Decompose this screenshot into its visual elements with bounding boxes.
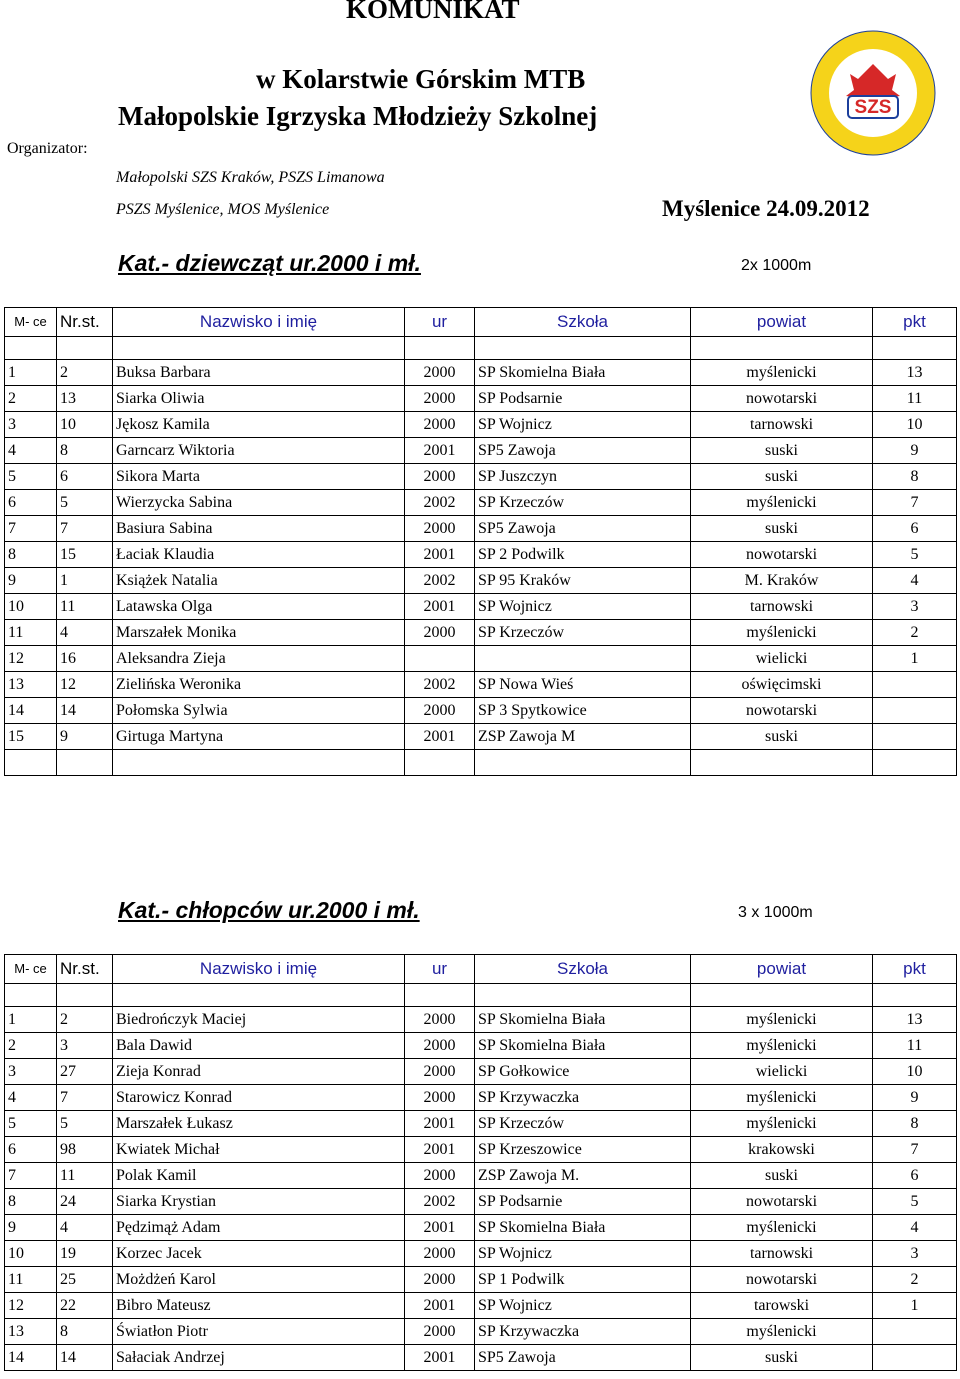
school-cell: SP Krzywaczka (475, 1319, 691, 1345)
place-cell: 1 (5, 360, 57, 386)
empty-cell (57, 984, 113, 1007)
empty-cell (113, 337, 405, 360)
birth-year-cell: 2002 (405, 1189, 475, 1215)
name-cell: Bala Dawid (113, 1033, 405, 1059)
county-cell: nowotarski (691, 542, 873, 568)
place-date: Myślenice 24.09.2012 (662, 196, 870, 221)
school-cell: SP Krzeczów (475, 490, 691, 516)
birth-year-cell: 2002 (405, 490, 475, 516)
svg-text:SZS: SZS (854, 97, 892, 118)
points-cell: 4 (873, 568, 957, 594)
boys-category-title: Kat.- chłopców ur.2000 i mł. (118, 897, 420, 923)
name-cell: Kwiatek Michał (113, 1137, 405, 1163)
points-cell: 13 (873, 1007, 957, 1033)
empty-cell (57, 750, 113, 776)
school-cell: SP Wojnicz (475, 412, 691, 438)
birth-year-cell: 2000 (405, 1319, 475, 1345)
points-cell: 5 (873, 542, 957, 568)
points-cell: 7 (873, 490, 957, 516)
empty-cell (691, 984, 873, 1007)
name-cell: Starowicz Konrad (113, 1085, 405, 1111)
start-number-cell: 1 (57, 568, 113, 594)
school-cell: SP Krzeszowice (475, 1137, 691, 1163)
points-cell: 10 (873, 412, 957, 438)
start-number-cell: 11 (57, 1163, 113, 1189)
place-cell: 13 (5, 1319, 57, 1345)
points-cell: 11 (873, 1033, 957, 1059)
table-row (5, 360, 957, 386)
points-cell (873, 672, 957, 698)
empty-row (5, 750, 957, 776)
place-cell: 9 (5, 568, 57, 594)
column-header-school: Szkoła (475, 955, 691, 984)
county-cell: nowotarski (691, 386, 873, 412)
name-cell: Jękosz Kamila (113, 412, 405, 438)
table-row (5, 438, 957, 464)
column-header-place: M- ce (5, 955, 57, 984)
school-cell: SP Skomielna Biała (475, 1215, 691, 1241)
school-cell: SP Podsarnie (475, 1189, 691, 1215)
county-cell: tarowski (691, 1293, 873, 1319)
place-cell: 3 (5, 412, 57, 438)
place-cell: 11 (5, 1267, 57, 1293)
column-header-place: M- ce (5, 308, 57, 337)
county-cell: myślenicki (691, 1007, 873, 1033)
name-cell: Biedrończyk Maciej (113, 1007, 405, 1033)
name-cell: Sałaciak Andrzej (113, 1345, 405, 1371)
county-cell: myślenicki (691, 1215, 873, 1241)
points-cell: 8 (873, 464, 957, 490)
start-number-cell: 13 (57, 386, 113, 412)
start-number-cell: 5 (57, 1111, 113, 1137)
school-cell: SP Skomielna Biała (475, 1033, 691, 1059)
points-cell (873, 698, 957, 724)
start-number-cell: 14 (57, 698, 113, 724)
empty-cell (475, 984, 691, 1007)
birth-year-cell (405, 646, 475, 672)
points-cell: 5 (873, 1189, 957, 1215)
table-row (5, 1215, 957, 1241)
county-cell: tarnowski (691, 594, 873, 620)
table-row (5, 490, 957, 516)
place-cell: 4 (5, 438, 57, 464)
empty-cell (405, 750, 475, 776)
start-number-cell: 3 (57, 1033, 113, 1059)
organizer-line-1: Małopolski SZS Kraków, PSZS Limanowa (116, 169, 385, 186)
boys-results-table (4, 954, 957, 1371)
name-cell: Zieja Konrad (113, 1059, 405, 1085)
name-cell: Girtuga Martyna (113, 724, 405, 750)
county-cell: nowotarski (691, 1189, 873, 1215)
school-cell: SP Krzeczów (475, 1111, 691, 1137)
name-cell: Światłon Piotr (113, 1319, 405, 1345)
girls-distance: 2x 1000m (741, 257, 812, 274)
points-cell: 11 (873, 386, 957, 412)
start-number-cell: 4 (57, 620, 113, 646)
points-cell: 2 (873, 1267, 957, 1293)
county-cell: suski (691, 724, 873, 750)
start-number-cell: 4 (57, 1215, 113, 1241)
start-number-cell: 7 (57, 516, 113, 542)
county-cell: krakowski (691, 1137, 873, 1163)
county-cell: wielicki (691, 1059, 873, 1085)
county-cell: oświęcimski (691, 672, 873, 698)
birth-year-cell: 2000 (405, 1033, 475, 1059)
place-cell: 5 (5, 464, 57, 490)
county-cell: myślenicki (691, 1319, 873, 1345)
school-cell: SP5 Zawoja (475, 438, 691, 464)
county-cell: myślenicki (691, 1033, 873, 1059)
points-cell (873, 1345, 957, 1371)
birth-year-cell: 2000 (405, 464, 475, 490)
county-cell: nowotarski (691, 698, 873, 724)
empty-cell (691, 337, 873, 360)
name-cell: Marszałek Łukasz (113, 1111, 405, 1137)
school-cell: SP Podsarnie (475, 386, 691, 412)
county-cell: myślenicki (691, 360, 873, 386)
points-cell: 3 (873, 594, 957, 620)
points-cell: 3 (873, 1241, 957, 1267)
name-cell: Aleksandra Zieja (113, 646, 405, 672)
table-row (5, 1189, 957, 1215)
points-cell (873, 724, 957, 750)
table-row (5, 412, 957, 438)
start-number-cell: 24 (57, 1189, 113, 1215)
place-cell: 5 (5, 1111, 57, 1137)
table-row (5, 1059, 957, 1085)
birth-year-cell: 2000 (405, 1241, 475, 1267)
place-cell: 6 (5, 490, 57, 516)
name-cell: Buksa Barbara (113, 360, 405, 386)
name-cell: Łaciak Klaudia (113, 542, 405, 568)
empty-cell (5, 337, 57, 360)
name-cell: Książek Natalia (113, 568, 405, 594)
birth-year-cell: 2001 (405, 1215, 475, 1241)
birth-year-cell: 2001 (405, 1293, 475, 1319)
county-cell: tarnowski (691, 412, 873, 438)
table-row (5, 1033, 957, 1059)
start-number-cell: 2 (57, 1007, 113, 1033)
table-row (5, 672, 957, 698)
points-cell: 13 (873, 360, 957, 386)
name-cell: Latawska Olga (113, 594, 405, 620)
girls-category-title: Kat.- dziewcząt ur.2000 i mł. (118, 250, 421, 276)
birth-year-cell: 2000 (405, 698, 475, 724)
name-cell: Pędzimąż Adam (113, 1215, 405, 1241)
start-number-cell: 22 (57, 1293, 113, 1319)
empty-cell (873, 337, 957, 360)
empty-cell (405, 984, 475, 1007)
school-cell (475, 646, 691, 672)
table-row (5, 1345, 957, 1371)
name-cell: Bibro Mateusz (113, 1293, 405, 1319)
page-title: KOMUNIKAT (346, 0, 520, 24)
event-subtitle: w Kolarstwie Górskim MTB (256, 64, 586, 94)
place-cell: 14 (5, 698, 57, 724)
szs-logo-icon (808, 24, 938, 162)
birth-year-cell: 2000 (405, 1085, 475, 1111)
county-cell: suski (691, 1345, 873, 1371)
start-number-cell: 8 (57, 438, 113, 464)
empty-cell (5, 750, 57, 776)
girls-results-table (4, 307, 957, 776)
start-number-cell: 6 (57, 464, 113, 490)
school-cell: SP 2 Podwilk (475, 542, 691, 568)
girls-header-row (5, 308, 957, 337)
table-row (5, 1137, 957, 1163)
column-header-county: powiat (691, 955, 873, 984)
name-cell: Korzec Jacek (113, 1241, 405, 1267)
table-row (5, 1241, 957, 1267)
table-row (5, 1163, 957, 1189)
column-header-county: powiat (691, 308, 873, 337)
start-number-cell: 7 (57, 1085, 113, 1111)
school-cell: ZSP Zawoja M (475, 724, 691, 750)
birth-year-cell: 2000 (405, 516, 475, 542)
place-cell: 1 (5, 1007, 57, 1033)
table-row (5, 646, 957, 672)
start-number-cell: 8 (57, 1319, 113, 1345)
spacer-row (5, 337, 957, 360)
name-cell: Marszałek Monika (113, 620, 405, 646)
start-number-cell: 98 (57, 1137, 113, 1163)
birth-year-cell: 2001 (405, 438, 475, 464)
birth-year-cell: 2001 (405, 594, 475, 620)
empty-cell (405, 337, 475, 360)
place-cell: 9 (5, 1215, 57, 1241)
school-cell: SP Krzywaczka (475, 1085, 691, 1111)
school-cell: SP Nowa Wieś (475, 672, 691, 698)
place-cell: 10 (5, 594, 57, 620)
birth-year-cell: 2001 (405, 542, 475, 568)
school-cell: ZSP Zawoja M. (475, 1163, 691, 1189)
empty-cell (113, 984, 405, 1007)
county-cell: nowotarski (691, 1267, 873, 1293)
school-cell: SP Gołkowice (475, 1059, 691, 1085)
name-cell: Połomska Sylwia (113, 698, 405, 724)
place-cell: 12 (5, 646, 57, 672)
school-cell: SP Wojnicz (475, 1241, 691, 1267)
table-row (5, 1007, 957, 1033)
points-cell: 7 (873, 1137, 957, 1163)
start-number-cell: 2 (57, 360, 113, 386)
name-cell: Zielińska Weronika (113, 672, 405, 698)
points-cell: 6 (873, 1163, 957, 1189)
table-row (5, 620, 957, 646)
boys-distance: 3 x 1000m (738, 904, 813, 921)
birth-year-cell: 2001 (405, 724, 475, 750)
column-header-points: pkt (873, 308, 957, 337)
table-row (5, 1319, 957, 1345)
empty-cell (691, 750, 873, 776)
name-cell: Sikora Marta (113, 464, 405, 490)
table-row (5, 386, 957, 412)
organizer-line-2: PSZS Myślenice, MOS Myślenice (116, 201, 330, 218)
name-cell: Możdżeń Karol (113, 1267, 405, 1293)
column-header-start-number: Nr.st. (57, 955, 113, 984)
place-cell: 8 (5, 1189, 57, 1215)
points-cell: 9 (873, 438, 957, 464)
place-cell: 14 (5, 1345, 57, 1371)
boys-header-row (5, 955, 957, 984)
place-cell: 11 (5, 620, 57, 646)
place-cell: 8 (5, 542, 57, 568)
county-cell: suski (691, 516, 873, 542)
birth-year-cell: 2002 (405, 672, 475, 698)
birth-year-cell: 2000 (405, 1163, 475, 1189)
column-header-name: Nazwisko i imię (113, 955, 405, 984)
empty-cell (475, 750, 691, 776)
school-cell: SP Wojnicz (475, 1293, 691, 1319)
name-cell: Siarka Oliwia (113, 386, 405, 412)
county-cell: myślenicki (691, 620, 873, 646)
empty-cell (475, 337, 691, 360)
spacer-row (5, 984, 957, 1007)
empty-cell (57, 337, 113, 360)
county-cell: myślenicki (691, 490, 873, 516)
birth-year-cell: 2000 (405, 1059, 475, 1085)
table-row (5, 1085, 957, 1111)
empty-cell (873, 750, 957, 776)
name-cell: Garncarz Wiktoria (113, 438, 405, 464)
start-number-cell: 10 (57, 412, 113, 438)
start-number-cell: 5 (57, 490, 113, 516)
column-header-start-number: Nr.st. (57, 308, 113, 337)
column-header-birth-year: ur (405, 308, 475, 337)
column-header-points: pkt (873, 955, 957, 984)
name-cell: Basiura Sabina (113, 516, 405, 542)
school-cell: SP5 Zawoja (475, 1345, 691, 1371)
name-cell: Wierzycka Sabina (113, 490, 405, 516)
school-cell: SP Wojnicz (475, 594, 691, 620)
school-cell: SP 3 Spytkowice (475, 698, 691, 724)
county-cell: suski (691, 1163, 873, 1189)
points-cell: 9 (873, 1085, 957, 1111)
birth-year-cell: 2002 (405, 568, 475, 594)
start-number-cell: 19 (57, 1241, 113, 1267)
points-cell: 2 (873, 620, 957, 646)
school-cell: SP Juszczyn (475, 464, 691, 490)
points-cell: 10 (873, 1059, 957, 1085)
birth-year-cell: 2001 (405, 1345, 475, 1371)
points-cell: 8 (873, 1111, 957, 1137)
school-cell: SP Skomielna Biała (475, 1007, 691, 1033)
school-cell: SP 1 Podwilk (475, 1267, 691, 1293)
school-cell: SP Krzeczów (475, 620, 691, 646)
table-row (5, 516, 957, 542)
county-cell: wielicki (691, 646, 873, 672)
birth-year-cell: 2000 (405, 1007, 475, 1033)
column-header-name: Nazwisko i imię (113, 308, 405, 337)
birth-year-cell: 2000 (405, 620, 475, 646)
school-cell: SP Skomielna Biała (475, 360, 691, 386)
place-cell: 3 (5, 1059, 57, 1085)
place-cell: 13 (5, 672, 57, 698)
start-number-cell: 12 (57, 672, 113, 698)
start-number-cell: 27 (57, 1059, 113, 1085)
birth-year-cell: 2001 (405, 1137, 475, 1163)
county-cell: myślenicki (691, 1111, 873, 1137)
place-cell: 7 (5, 1163, 57, 1189)
place-cell: 15 (5, 724, 57, 750)
place-cell: 6 (5, 1137, 57, 1163)
table-row (5, 464, 957, 490)
organizer-label: Organizator: (7, 140, 88, 157)
county-cell: M. Kraków (691, 568, 873, 594)
place-cell: 4 (5, 1085, 57, 1111)
empty-cell (113, 750, 405, 776)
start-number-cell: 9 (57, 724, 113, 750)
points-cell: 6 (873, 516, 957, 542)
place-cell: 2 (5, 1033, 57, 1059)
place-cell: 2 (5, 386, 57, 412)
table-row (5, 594, 957, 620)
birth-year-cell: 2000 (405, 1267, 475, 1293)
start-number-cell: 25 (57, 1267, 113, 1293)
birth-year-cell: 2000 (405, 412, 475, 438)
empty-cell (873, 984, 957, 1007)
points-cell (873, 1319, 957, 1345)
county-cell: suski (691, 464, 873, 490)
column-header-school: Szkoła (475, 308, 691, 337)
county-cell: myślenicki (691, 1085, 873, 1111)
table-row (5, 724, 957, 750)
name-cell: Polak Kamil (113, 1163, 405, 1189)
school-cell: SP 95 Kraków (475, 568, 691, 594)
table-row (5, 568, 957, 594)
place-cell: 7 (5, 516, 57, 542)
points-cell: 1 (873, 646, 957, 672)
event-name: Małopolskie Igrzyska Młodzieży Szkolnej (118, 101, 598, 131)
column-header-birth-year: ur (405, 955, 475, 984)
table-row (5, 542, 957, 568)
school-cell: SP5 Zawoja (475, 516, 691, 542)
table-row (5, 1111, 957, 1137)
place-cell: 10 (5, 1241, 57, 1267)
start-number-cell: 14 (57, 1345, 113, 1371)
county-cell: tarnowski (691, 1241, 873, 1267)
table-row (5, 1293, 957, 1319)
county-cell: suski (691, 438, 873, 464)
table-row (5, 1267, 957, 1293)
start-number-cell: 11 (57, 594, 113, 620)
birth-year-cell: 2001 (405, 1111, 475, 1137)
empty-cell (5, 984, 57, 1007)
place-cell: 12 (5, 1293, 57, 1319)
birth-year-cell: 2000 (405, 386, 475, 412)
points-cell: 1 (873, 1293, 957, 1319)
birth-year-cell: 2000 (405, 360, 475, 386)
start-number-cell: 16 (57, 646, 113, 672)
points-cell: 4 (873, 1215, 957, 1241)
start-number-cell: 15 (57, 542, 113, 568)
table-row (5, 698, 957, 724)
name-cell: Siarka Krystian (113, 1189, 405, 1215)
